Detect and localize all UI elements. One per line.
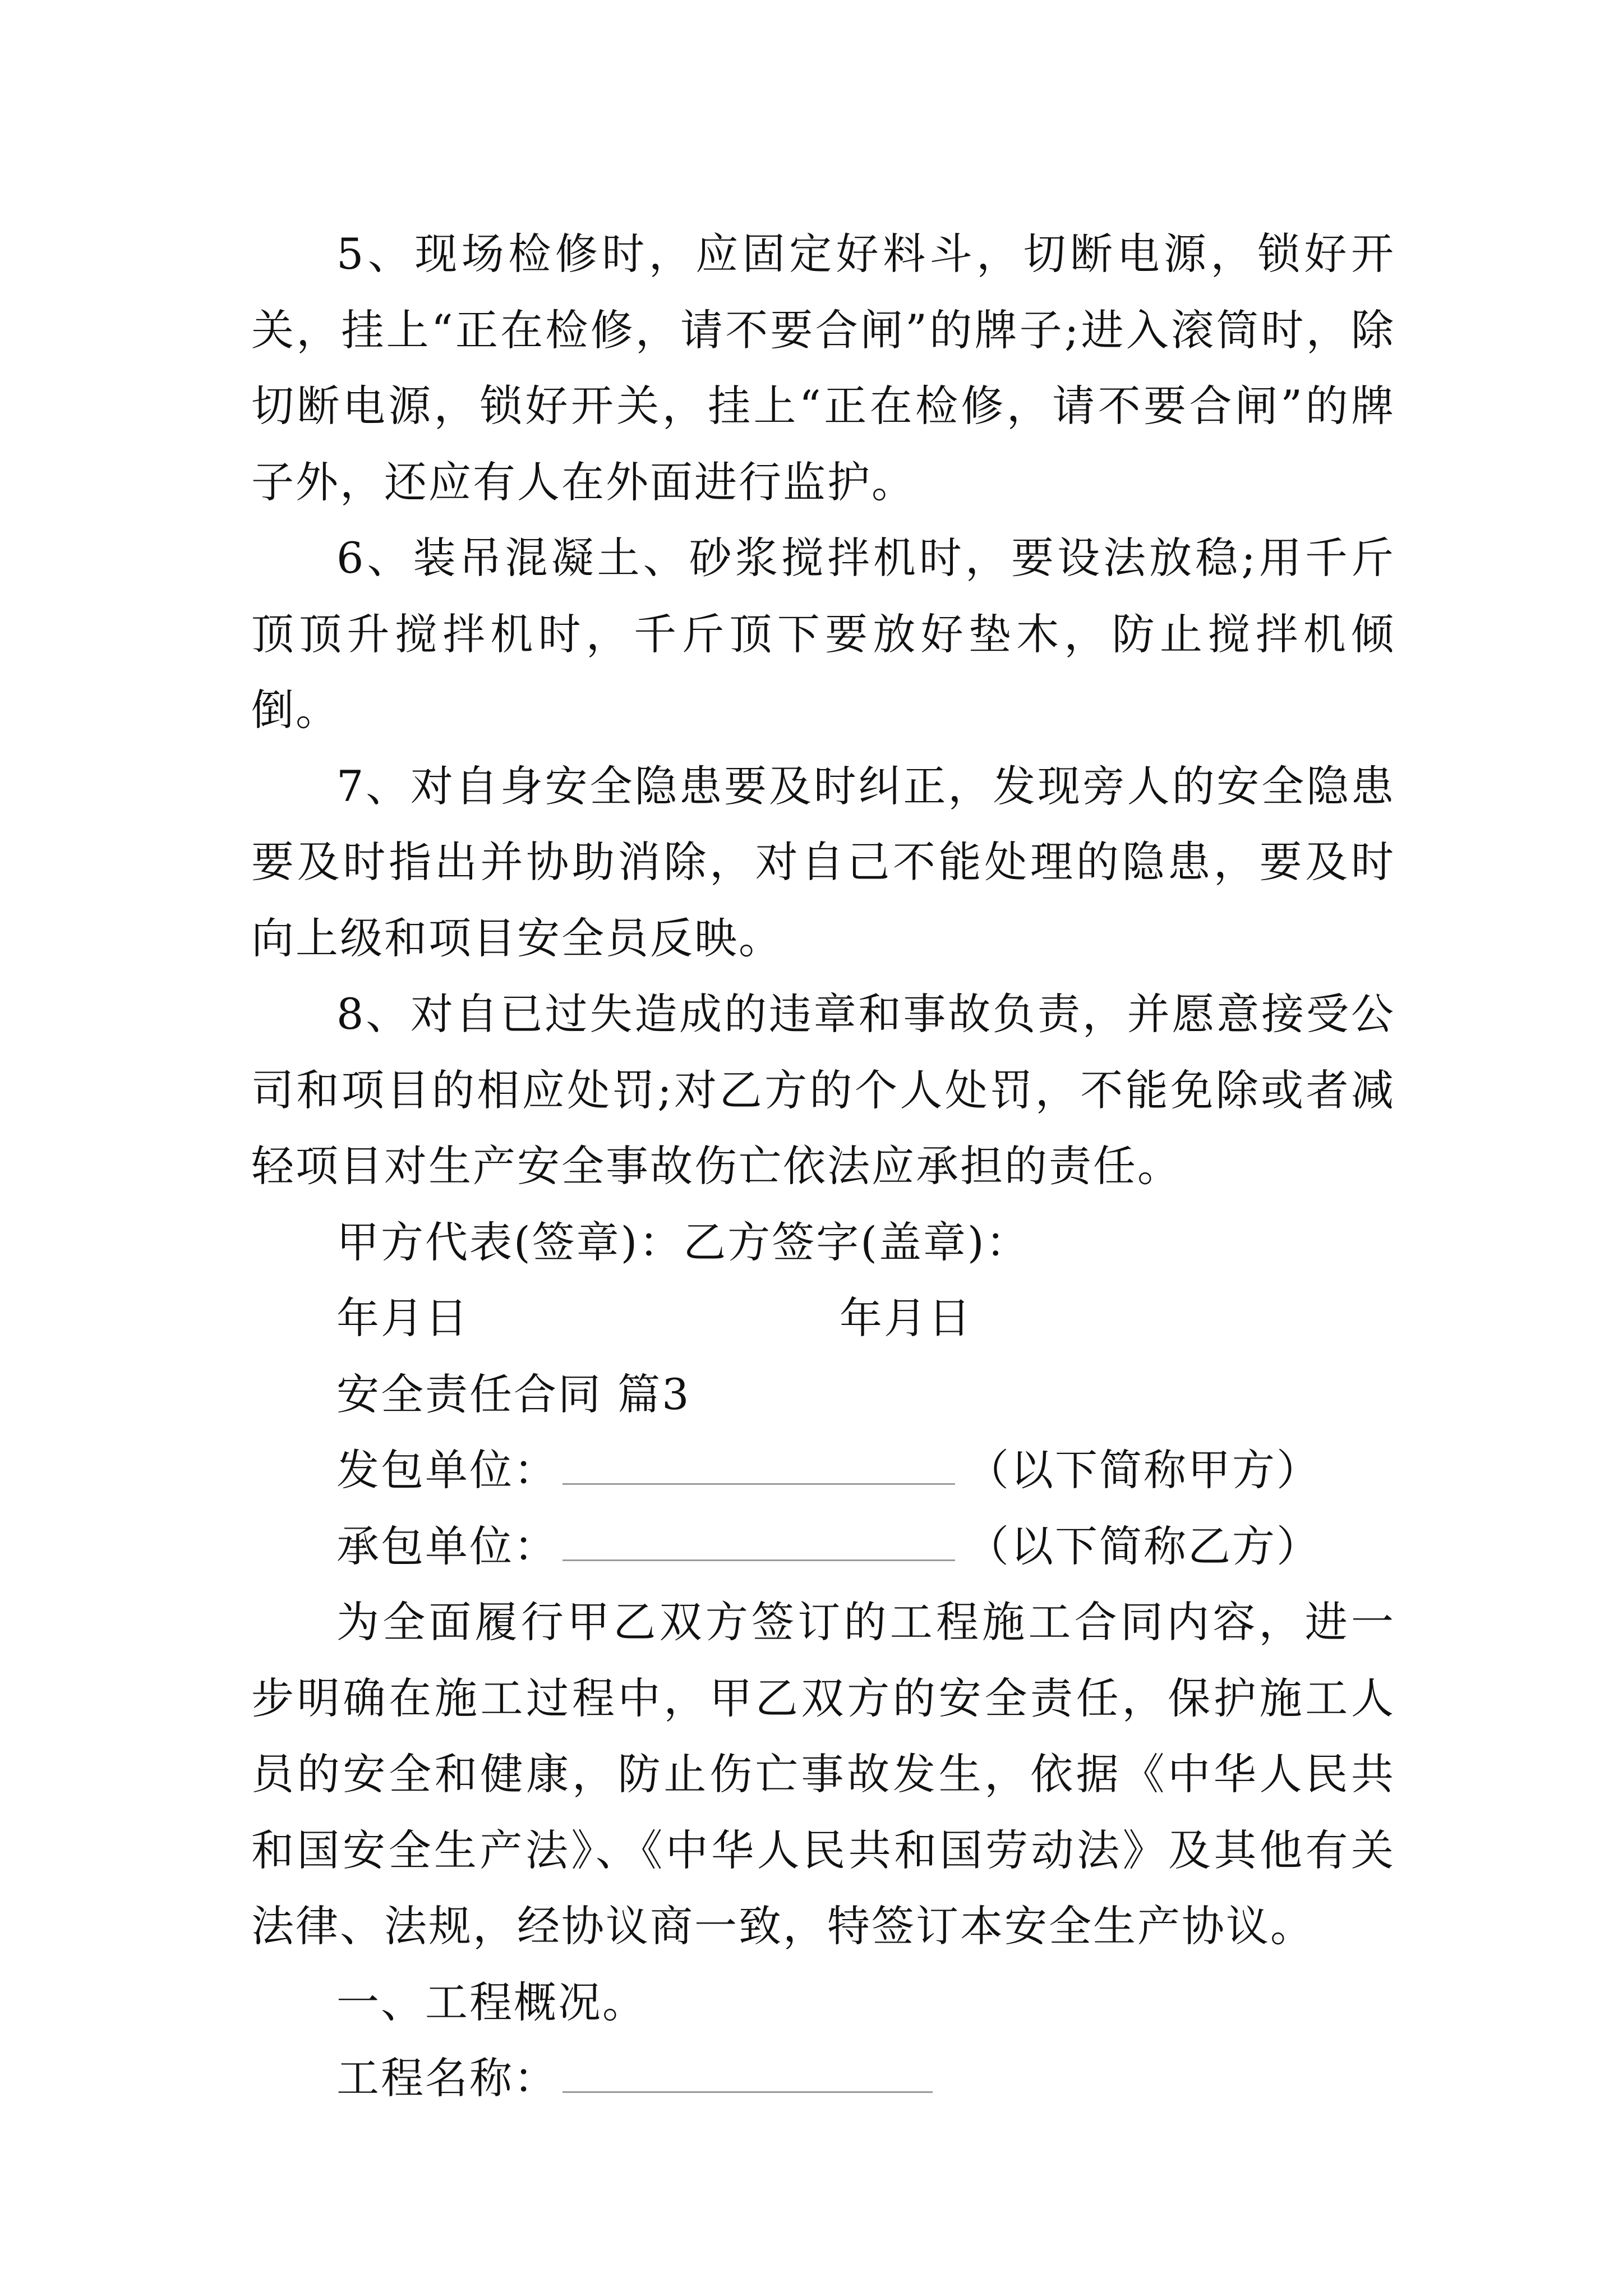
signature-line: 甲方代表(签章)：乙方签字(盖章)： <box>336 1217 1030 1267</box>
project-name-label: 工程名称： <box>336 2053 558 2103</box>
clause-7: 7、对自身安全隐患要及时纠正，发现旁人的安全隐患要及时指出并协助消除，对自己不能处理的隐患，要及时向上级和项目安全员反映。 <box>251 761 1395 963</box>
project-name-blank-line <box>562 2058 933 2093</box>
clause-6: 6、装吊混凝土、砂浆搅拌机时，要设法放稳;用千斤顶顶升搅拌机时，千斤顶下要放好垫木，防止搅拌机倾倒。 <box>251 533 1395 735</box>
contractor-blank-line <box>562 1526 955 1561</box>
date-left: 年月日 <box>336 1293 469 1343</box>
contractor-field <box>251 1508 1395 1585</box>
employer-label: 发包单位： <box>336 1445 558 1495</box>
document-body <box>251 216 1395 2116</box>
intro-paragraph: 为全面履行甲乙双方签订的工程施工合同内容，进一步明确在施工过程中，甲乙双方的安全责任，保护施工人员的安全和健康，防止伤亡事故发生，依据《中华人民共和国安全生产法》、《中华人民共和国劳动法》及其他有关法律、法规，经协议商一致，特签订本安全生产协议。 <box>251 1597 1395 1951</box>
clause-8: 8、对自已过失造成的违章和事故负责，并愿意接受公司和项目的相应处罚;对乙方的个人处罚，不能免除或者减轻项目对生产安全事故伤亡依法应承担的责任。 <box>251 989 1395 1191</box>
employer-blank-line <box>562 1450 955 1485</box>
contractor-suffix: （以下简称乙方） <box>966 1521 1321 1571</box>
date-line <box>251 1280 1395 1356</box>
section-heading-1: 一、工程概况。 <box>336 1977 647 2027</box>
date-right: 年月日 <box>840 1293 972 1343</box>
contractor-label: 承包单位： <box>336 1521 558 1571</box>
project-name-field <box>251 2040 1395 2116</box>
employer-suffix: （以下简称甲方） <box>966 1445 1321 1495</box>
clause-5: 5、现场检修时，应固定好料斗，切断电源，锁好开关，挂上“正在检修，请不要合闸”的牌子;进入滚筒时，除切断电源，锁好开关，挂上“正在检修，请不要合闸”的牌子外，还应有人在外面进行监护。 <box>251 229 1395 507</box>
employer-field <box>251 1432 1395 1508</box>
section-title: 安全责任合同 篇3 <box>336 1369 691 1419</box>
